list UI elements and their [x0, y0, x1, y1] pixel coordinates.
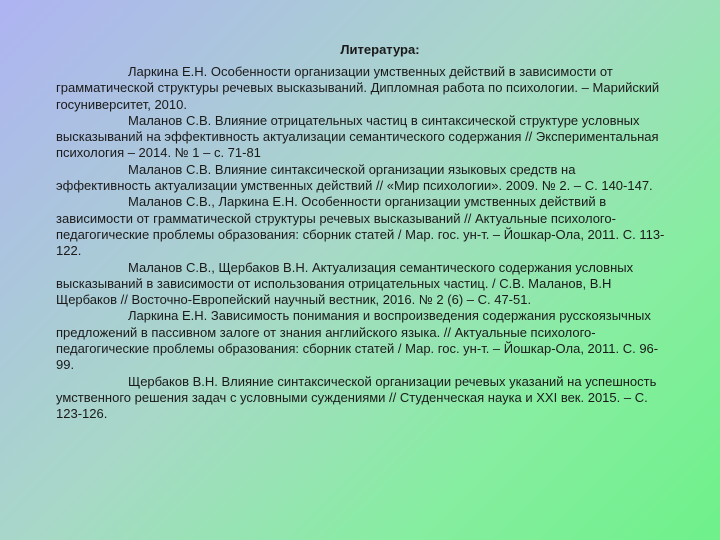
- reference-item: Маланов С.В. Влияние синтаксической организации языковых средств на эффективность актуализации умственных действий // «Мир психологии». 2009. № 2. – С. 140-147.: [56, 161, 653, 194]
- reference-item: Ларкина Е.Н. Особенности организации умственных действий в зависимости от грамматической структуры речевых высказываний. Дипломная работа по психологии. – Марийский госуниверситет, 2010.: [56, 64, 660, 112]
- reference-item: Маланов С.В., Щербаков В.Н. Актуализация семантического содержания условных высказываний в зависимости от использования отрицательных частиц. / С.В. Маланов, В.Н Щербаков // Восточно-Европейский научный вестник, 2016. № 2 (6) – С. 47-51.: [56, 259, 634, 308]
- reference-item: Ларкина Е.Н. Зависимость понимания и воспроизведения содержания русскоязычных предложений в пассивном залоге от знания английского языка. // Актуальные психолого-педагогические проблемы образования: сборник статей / Мар. гос. ун-т. – Йошкар-Ола, 2011. С. 96-99.: [56, 308, 659, 373]
- reference-item: Маланов С.В., Ларкина Е.Н. Особенности организации умственных действий в зависимости от грамматической структуры речевых высказываний // Актуальные психолого-педагогические проблемы образования: сборник статей / Мар. гос. ун-т. – Йошкар-Ола, 2011. С. 113-122.: [56, 194, 665, 259]
- reference-list: [56, 64, 672, 423]
- reference-item: Щербаков В.Н. Влияние синтаксической организации речевых указаний на успешность умственного решения задач с условными суждениями // Студенческая наука и XXI век. 2015. – С. 123-126.: [56, 373, 657, 422]
- reference-item: Маланов С.В. Влияние отрицательных частиц в синтаксической структуре условных высказываний на эффективность актуализации семантического содержания // Экспериментальная психология – 2014. № 1 – с. 71-81: [56, 112, 659, 161]
- slide-title: Литература:: [340, 42, 420, 57]
